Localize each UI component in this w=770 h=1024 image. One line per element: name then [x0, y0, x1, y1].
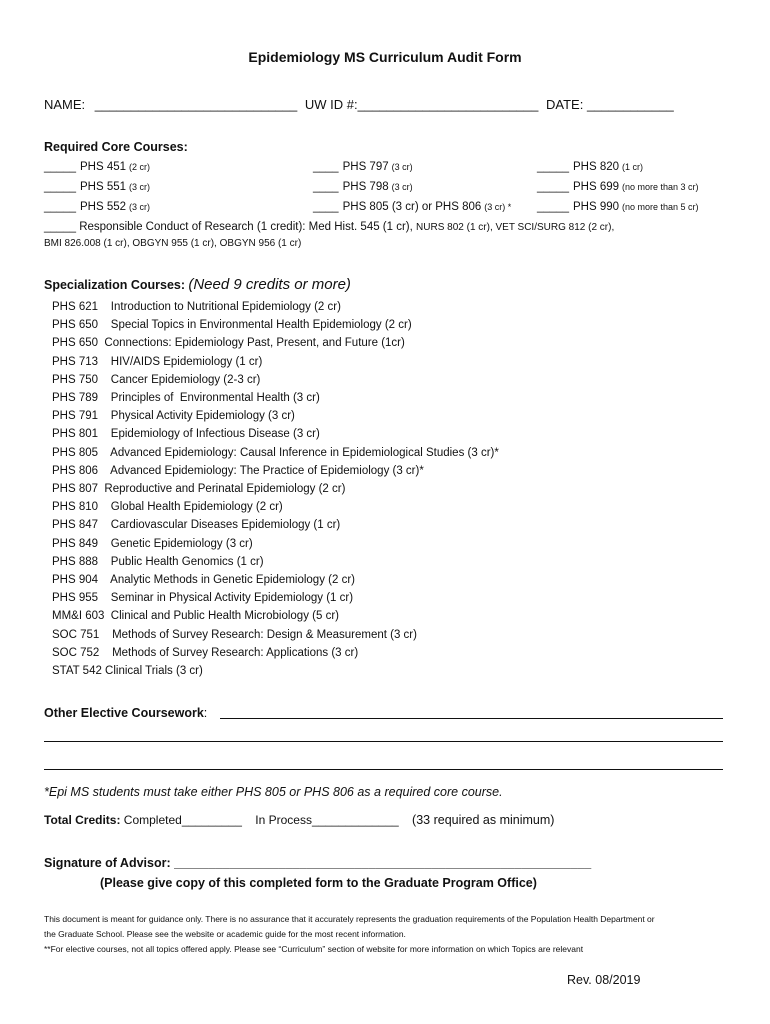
specialization-course-item: PHS 904 Analytic Methods in Genetic Epidemiology (2 cr)	[52, 574, 355, 586]
core-course-credit: (3 cr)	[129, 182, 151, 192]
rcr-text: Responsible Conduct of Research (1 credit): Med Hist. 545 (1 cr),	[79, 221, 413, 233]
name-blank[interactable]: ____________________________	[94, 97, 298, 112]
core-course-blank[interactable]: ____	[313, 181, 339, 193]
specialization-course-item: PHS 807 Reproductive and Perinatal Epidemiology (2 cr)	[52, 483, 346, 495]
core-course-credit: (3 cr) *	[484, 202, 512, 212]
name-field-row	[44, 97, 674, 112]
specialization-course-item: PHS 713 HIV/AIDS Epidemiology (1 cr)	[52, 355, 263, 368]
uwid-blank[interactable]: _________________________	[357, 97, 539, 112]
date-blank[interactable]: ____________	[586, 97, 674, 112]
core-course-item	[44, 161, 150, 173]
rcr-line-2: BMI 826.008 (1 cr), OBGYN 955 (1 cr), OBGYN 956 (1 cr)	[44, 238, 302, 249]
credits-required-note: (33 required as minimum)	[412, 813, 555, 827]
core-course-code: PHS 699	[572, 181, 620, 193]
specialization-course-item: PHS 650 Special Topics in Environmental Health Epidemiology (2 cr)	[52, 319, 412, 332]
specialization-course-item: PHS 810 Global Health Epidemiology (2 cr)	[52, 501, 283, 514]
specialization-course-item: SOC 751 Methods of Survey Research: Design & Measurement (3 cr)	[52, 628, 417, 641]
signature-blank[interactable]: ____________________________________________________________	[174, 856, 592, 870]
specialization-course-item: PHS 650 Connections: Epidemiology Past, Present, and Future (1cr)	[52, 337, 405, 350]
date-label: DATE:	[545, 97, 584, 112]
core-course-item	[313, 161, 413, 173]
other-elective-line-1[interactable]	[220, 718, 723, 719]
core-heading: Required Core Courses:	[44, 140, 188, 154]
rcr-line-1	[44, 221, 614, 233]
core-course-item	[313, 201, 511, 213]
form-title: Epidemiology MS Curriculum Audit Form	[248, 49, 522, 65]
core-course-code: PHS 990	[572, 201, 620, 213]
signature-label: Signature of Advisor:	[44, 856, 175, 870]
specialization-course-item: STAT 542 Clinical Trials (3 cr)	[52, 665, 203, 677]
specialization-course-item: PHS 955 Seminar in Physical Activity Epidemiology (1 cr)	[52, 592, 354, 605]
core-course-item	[537, 161, 643, 173]
disclaimer-line-2: the Graduate School. Please see the website or academic guide for the most recent information.	[44, 929, 406, 939]
disclaimer-line-3: **For elective courses, not all topics offered apply. Please see “Curriculum” section of website for more information on which Topics are relevant	[44, 944, 584, 954]
core-course-blank[interactable]: _____	[44, 161, 76, 173]
specialization-course-item: PHS 621 Introduction to Nutritional Epidemiology (2 cr)	[52, 301, 341, 313]
other-elective-label: Other Elective Coursework	[44, 706, 204, 720]
core-footnote: *Epi MS students must take either PHS 805 or PHS 806 as a required core course.	[44, 785, 503, 799]
core-course-blank[interactable]: ____	[313, 201, 339, 213]
rcr-blank[interactable]: _____	[44, 221, 76, 233]
specialization-course-item: PHS 847 Cardiovascular Diseases Epidemiology (1 cr)	[52, 519, 341, 532]
credits-in-process-field[interactable]: In Process_____________	[255, 813, 399, 827]
core-course-credit: (no more than 3 cr)	[622, 182, 699, 192]
core-course-item	[537, 181, 699, 193]
core-course-credit: (3 cr)	[391, 182, 413, 192]
core-course-blank[interactable]: _____	[537, 201, 569, 213]
uwid-label: UW ID #:	[304, 97, 358, 112]
specialization-course-item: PHS 789 Principles of Environmental Health (3 cr)	[52, 392, 320, 404]
core-course-credit: (3 cr)	[129, 202, 151, 212]
specialization-course-item: PHS 888 Public Health Genomics (1 cr)	[52, 555, 264, 568]
core-course-credit: (1 cr)	[622, 162, 644, 172]
name-label: NAME:	[44, 97, 86, 112]
disclaimer-line-1: This document is meant for guidance only. There is no assurance that it accurately represents the graduation requirements of the Population Health Department or	[44, 914, 655, 924]
other-elective-line-2[interactable]	[44, 741, 723, 742]
core-course-credit: (no more than 5 cr)	[622, 202, 699, 212]
credits-completed-field[interactable]: Completed_________	[123, 813, 242, 827]
other-elective-line-3[interactable]	[44, 769, 723, 770]
core-course-blank[interactable]: ____	[313, 161, 339, 173]
core-course-code: PHS 551	[79, 181, 127, 193]
total-credits-label: Total Credits:	[44, 813, 121, 827]
specialization-course-item: PHS 805 Advanced Epidemiology: Causal Inference in Epidemiological Studies (3 cr)*	[52, 446, 499, 459]
signature-row	[44, 856, 591, 870]
core-course-code: PHS 798	[342, 181, 389, 193]
total-credits-row	[44, 813, 554, 827]
core-course-blank[interactable]: _____	[537, 181, 569, 193]
core-course-code: PHS 805 (3 cr) or PHS 806	[342, 201, 482, 213]
core-course-item	[313, 181, 413, 193]
other-elective-row	[44, 706, 207, 720]
core-course-blank[interactable]: _____	[44, 201, 76, 213]
core-course-item	[44, 181, 150, 193]
other-elective-colon: :	[203, 706, 208, 720]
core-course-credit: (2 cr)	[129, 162, 151, 172]
signature-instruction: (Please give copy of this completed form to the Graduate Program Office)	[100, 876, 537, 890]
core-course-item	[537, 201, 699, 213]
core-course-item	[44, 201, 150, 213]
core-course-code: PHS 451	[79, 161, 127, 173]
specialization-course-item: PHS 806 Advanced Epidemiology: The Practice of Epidemiology (3 cr)*	[52, 464, 424, 477]
specialization-course-item: PHS 801 Epidemiology of Infectious Disease (3 cr)	[52, 428, 320, 441]
core-course-code: PHS 552	[79, 201, 127, 213]
specialization-course-item: PHS 849 Genetic Epidemiology (3 cr)	[52, 537, 253, 550]
specialization-course-item: PHS 750 Cancer Epidemiology (2-3 cr)	[52, 373, 261, 386]
specialization-heading: Specialization Courses:	[44, 278, 186, 292]
specialization-course-item: PHS 791 Physical Activity Epidemiology (3 cr)	[52, 410, 295, 423]
specialization-course-item: MM&I 603 Clinical and Public Health Microbiology (5 cr)	[52, 610, 339, 623]
core-course-code: PHS 797	[342, 161, 389, 173]
specialization-course-item: SOC 752 Methods of Survey Research: Applications (3 cr)	[52, 646, 359, 659]
core-course-credit: (3 cr)	[391, 162, 413, 172]
rcr-text-small: NURS 802 (1 cr), VET SCI/SURG 812 (2 cr),	[416, 222, 615, 233]
core-course-blank[interactable]: _____	[44, 181, 76, 193]
core-course-code: PHS 820	[572, 161, 620, 173]
core-course-blank[interactable]: _____	[537, 161, 569, 173]
specialization-note: (Need 9 credits or more)	[188, 276, 351, 293]
specialization-heading-row	[44, 276, 351, 293]
revision-date: Rev. 08/2019	[567, 973, 641, 987]
